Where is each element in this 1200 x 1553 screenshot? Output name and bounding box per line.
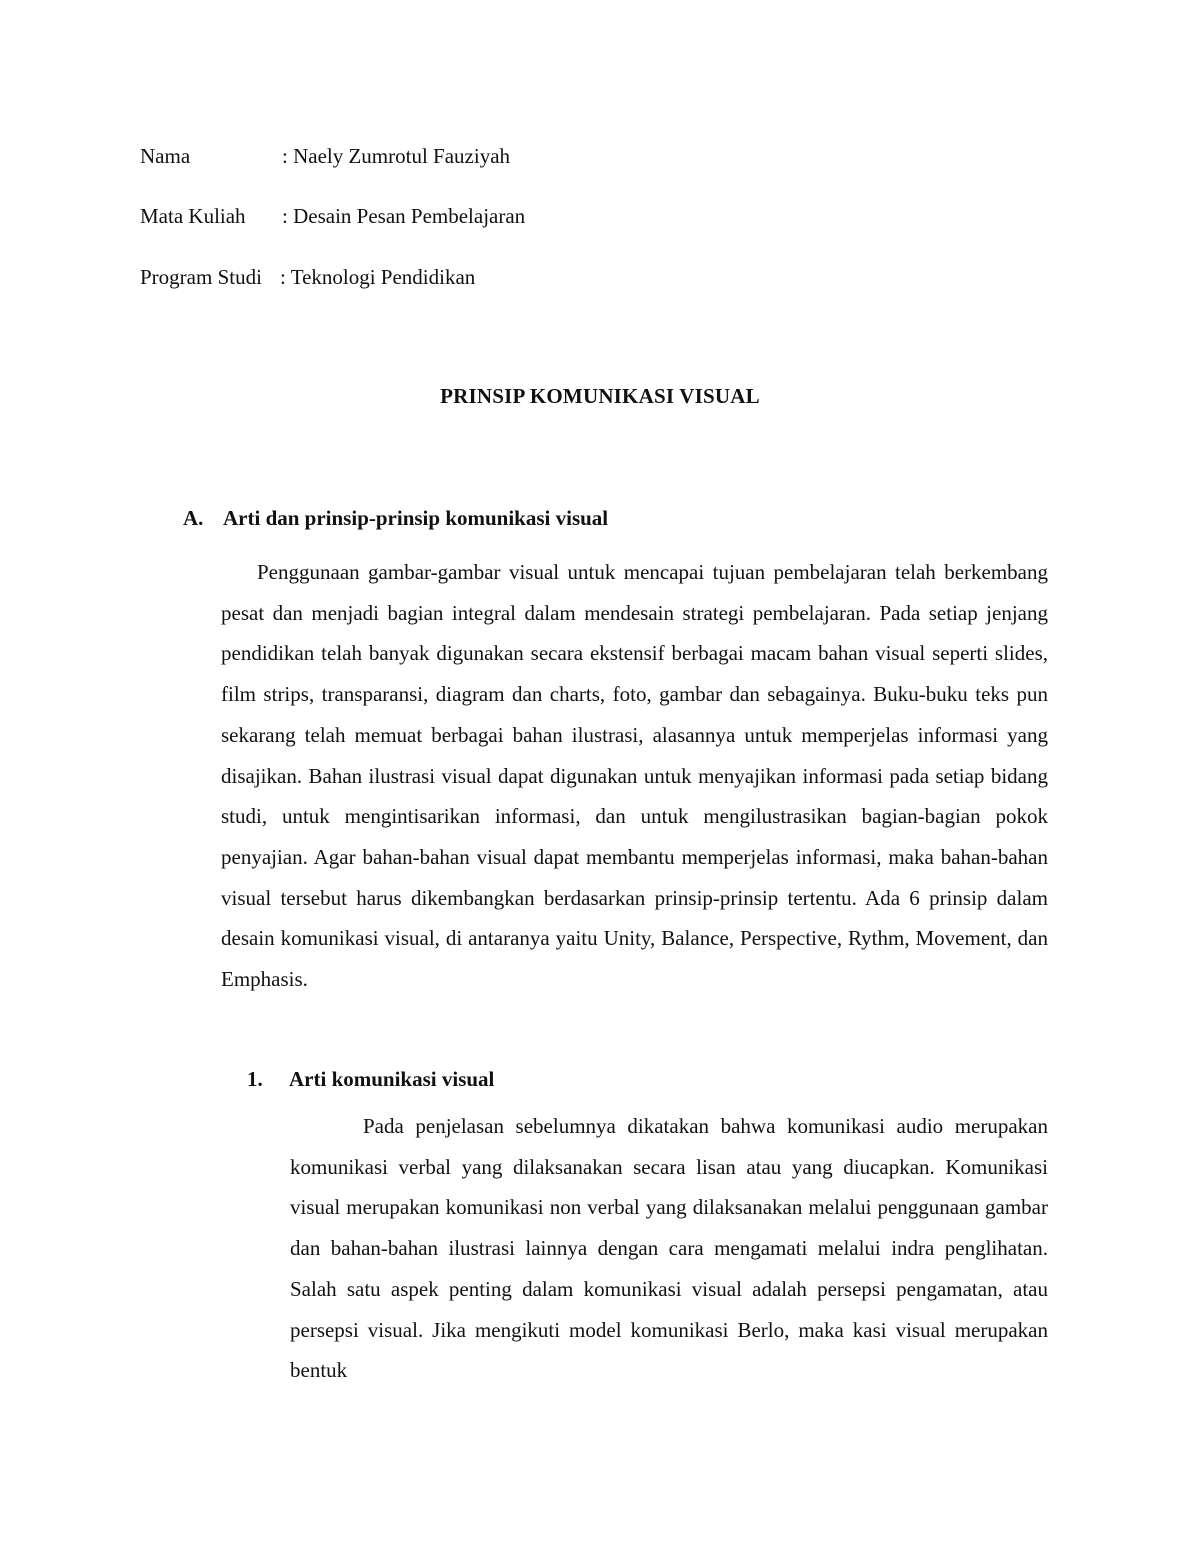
- header-value-program-studi: : Teknologi Pendidikan: [280, 265, 476, 289]
- header-label-program-studi: Program Studi: [140, 265, 262, 289]
- subsection-1-marker: 1.: [247, 1067, 263, 1091]
- header-value-nama: : Naely Zumrotul Fauziyah: [282, 144, 511, 168]
- document-title: PRINSIP KOMUNIKASI VISUAL: [440, 384, 760, 408]
- section-a-heading-text: Arti dan prinsip-prinsip komunikasi visual: [223, 506, 609, 530]
- section-a-paragraph: Penggunaan gambar-gambar visual untuk mencapai tujuan pembelajaran telah berkembang pesat dan menjadi bagian integral dalam mendesain strategi pembelajaran. Pada setiap jenjang pendidikan telah banyak digunakan secara ekstensif berbagai macam bahan visual seperti slides, film strips, transparansi, diagram dan charts, foto, gambar dan sebagainya. Buku-buku teks pun sekarang telah memuat berbagai bahan ilustrasi, alasannya untuk memperjelas informasi yang disajikan. Bahan ilustrasi visual dapat digunakan untuk menyajikan informasi pada setiap bidang studi, untuk mengintisarikan informasi, dan untuk mengilustrasikan bagian-bagian pokok penyajian. Agar bahan-bahan visual dapat membantu memperjelas informasi, maka bahan-bahan visual tersebut harus dikembangkan berdasarkan prinsip-prinsip tertentu. Ada 6 prinsip dalam desain komunikasi visual, di antaranya yaitu Unity, Balance, Perspective, Rythm, Movement, dan Emphasis.: [221, 560, 1048, 992]
- section-a-marker: A.: [183, 506, 204, 530]
- header-value-mata-kuliah: : Desain Pesan Pembelajaran: [282, 204, 526, 228]
- header-label-mata-kuliah: Mata Kuliah: [140, 204, 246, 228]
- subsection-1-paragraph: Pada penjelasan sebelumnya dikatakan bahwa komunikasi audio merupakan komunikasi verbal yang dilaksanakan secara lisan atau yang diucapkan. Komunikasi visual merupakan komunikasi non verbal yang dilaksanakan melalui penggunaan gambar dan bahan-bahan ilustrasi lainnya dengan cara mengamati melalui indra penglihatan. Salah satu aspek penting dalam komunikasi visual adalah persepsi pengamatan, atau persepsi visual. Jika mengikuti model komunikasi Berlo, maka kasi visual merupakan bentuk: [290, 1114, 1048, 1383]
- subsection-1-heading-text: Arti komunikasi visual: [289, 1067, 495, 1091]
- header-label-nama: Nama: [140, 144, 191, 168]
